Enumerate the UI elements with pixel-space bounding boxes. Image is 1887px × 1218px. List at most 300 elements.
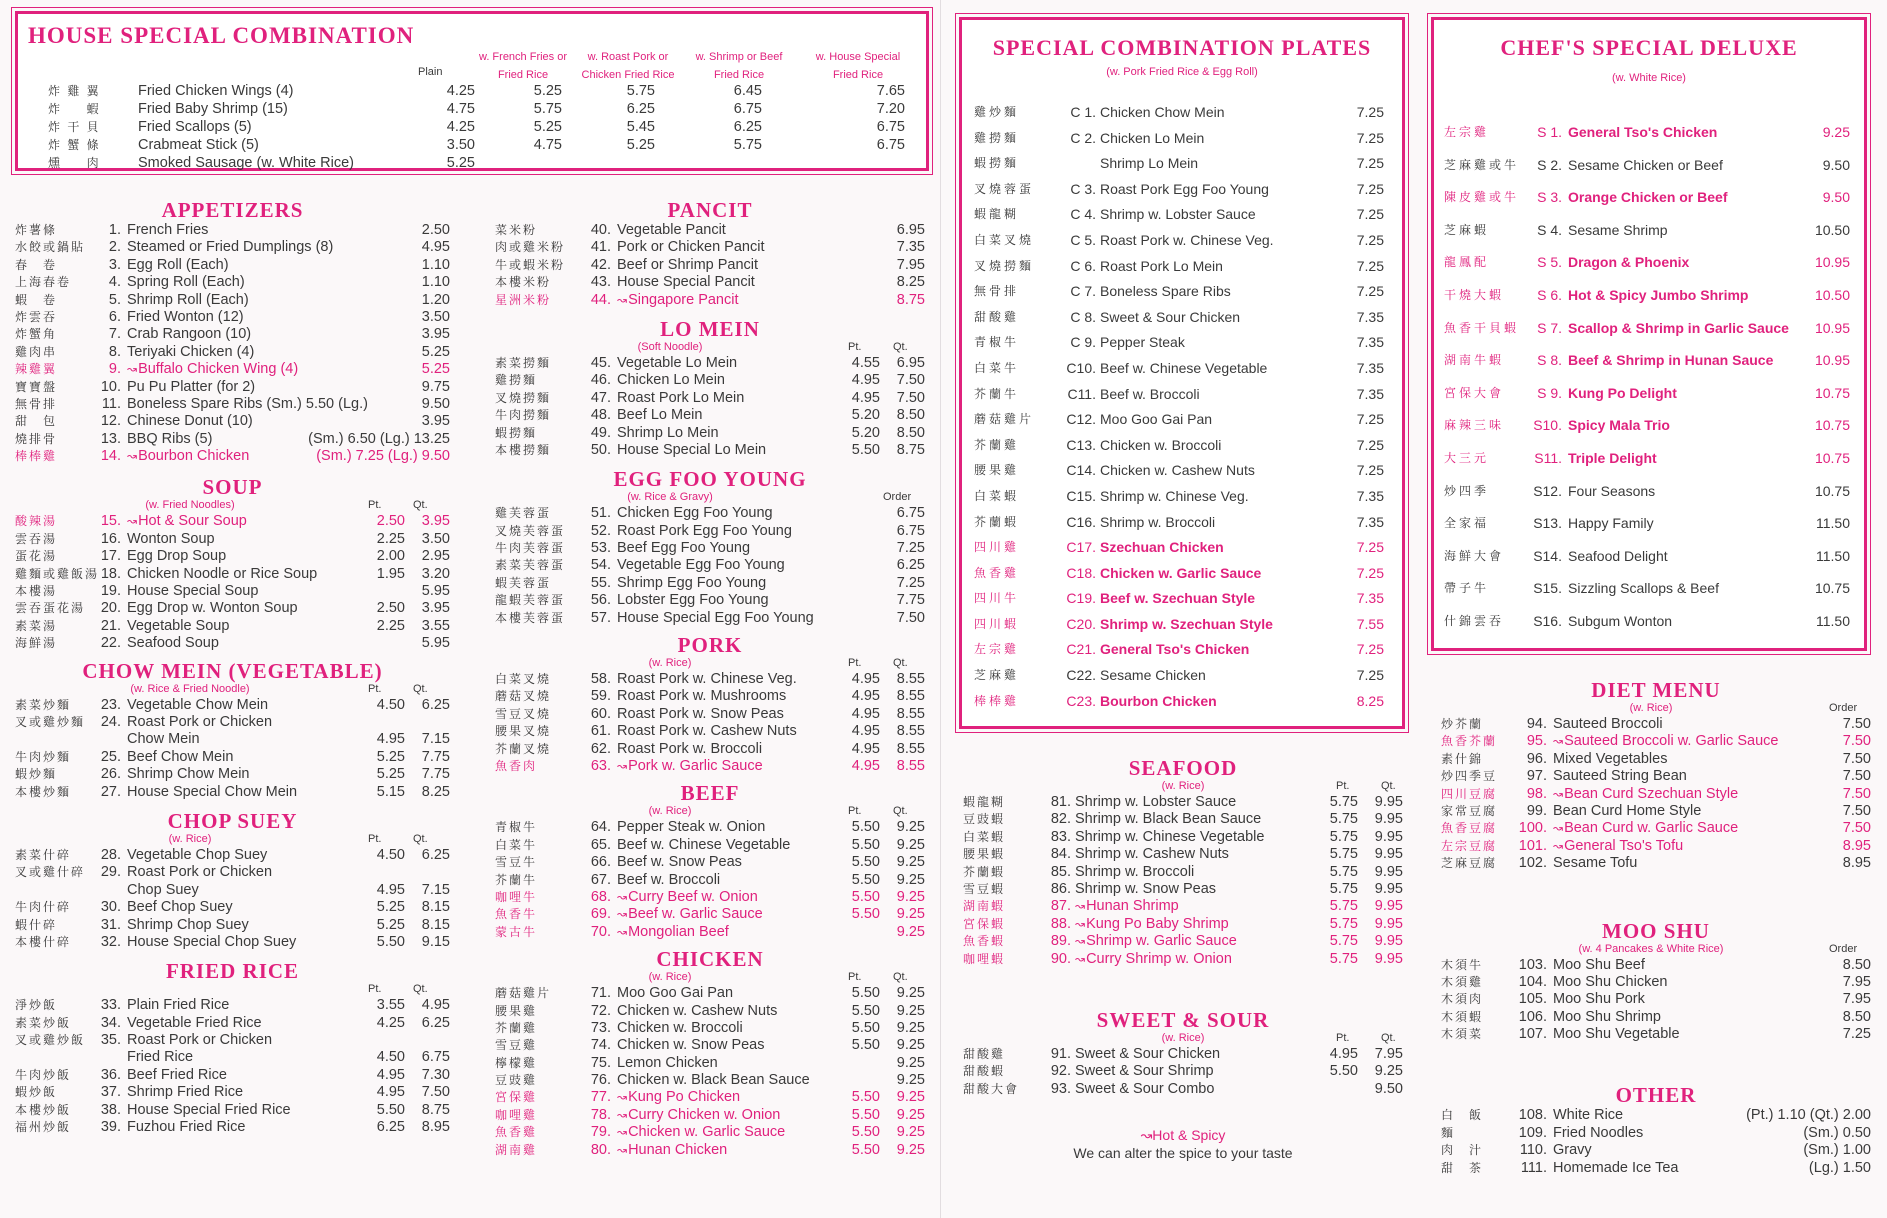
item-desc: ↝ Curry Shrimp w. Onion <box>1075 951 1232 968</box>
item-price-pt: 5.75 <box>1329 828 1358 845</box>
item-chinese: 炸雲吞 <box>15 309 58 324</box>
item-desc: Vegetable Fried Rice <box>127 1014 262 1031</box>
item-price-qt: 5.95 <box>421 583 450 600</box>
item-number: S 6. <box>1537 286 1562 303</box>
item-desc: Chicken w. Black Bean Sauce <box>617 1072 810 1089</box>
item-price-pt: 2.00 <box>376 548 405 565</box>
item-price: 10.75 <box>1814 449 1850 466</box>
item-chinese: 雞炒麵 <box>974 105 1020 119</box>
item-chinese: 叉或雞什碎 <box>15 865 86 880</box>
item-price-qt: 9.95 <box>1374 863 1403 880</box>
item-desc: Pepper Steak <box>1100 334 1185 351</box>
menu-item <box>963 794 1403 811</box>
diet-sub: (w. Rice) <box>1629 702 1673 714</box>
menu-item <box>15 531 450 548</box>
item-number: S 5. <box>1537 254 1562 271</box>
item-chinese: 素菜撈麵 <box>495 355 552 370</box>
diet-h2: Order <box>1829 702 1858 714</box>
item-desc: ↝ Sauteed Broccoli w. Garlic Sauce <box>1553 733 1778 750</box>
item-desc: ↝ Bean Curd Szechuan Style <box>1553 786 1738 803</box>
item-chinese: 四川蝦 <box>974 616 1020 631</box>
item-desc: Beef Fried Rice <box>127 1066 227 1083</box>
menu-item <box>15 1015 450 1032</box>
plate-item <box>974 330 1392 356</box>
item-desc: Fried Baby Shrimp (15) <box>138 101 288 117</box>
item-chinese: 辣雞翼 <box>15 362 58 377</box>
item-chinese: 無骨排 <box>15 396 58 411</box>
friedrice-header <box>15 983 450 997</box>
item-price: 4.95 <box>421 239 450 256</box>
item-price-qt: 9.95 <box>1374 915 1403 932</box>
item-desc: Triple Delight <box>1568 449 1657 466</box>
item-price: 1.20 <box>421 291 450 308</box>
item-chinese: 素菜湯 <box>15 618 58 633</box>
menu-item <box>495 523 925 540</box>
item-number: C 6. <box>1070 257 1096 274</box>
item-price-qt: 8.75 <box>421 1101 450 1118</box>
item-price-pt: 4.50 <box>376 846 405 863</box>
item-chinese: 宮保大會 <box>1444 385 1505 400</box>
item-price-pt: 4.95 <box>851 723 880 740</box>
menu-item <box>495 1055 925 1072</box>
item-chinese: 左宗雞 <box>1444 125 1490 139</box>
item-desc: Szechuan Chicken <box>1100 539 1224 556</box>
menu-item <box>1441 733 1871 750</box>
item-desc: Moo Goo Gai Pan <box>617 985 734 1002</box>
item-desc: ↝ Hunan Shrimp <box>1075 898 1179 915</box>
item-desc: Lobster Egg Foo Young <box>617 592 769 609</box>
friedrice-h1: Pt. <box>368 983 382 996</box>
item-desc: Chop Suey <box>127 881 199 898</box>
item-price-qt: 4.95 <box>421 997 450 1014</box>
item-price: 7.25 <box>1356 231 1384 248</box>
item-desc: Beef Egg Foo Young <box>617 540 751 557</box>
lomein-header <box>495 341 925 355</box>
item-number: 33. <box>100 997 121 1014</box>
item-price: 6.95 <box>896 222 925 238</box>
menu-item <box>15 513 450 530</box>
item-desc: Beef or Shrimp Pancit <box>617 256 759 273</box>
item-desc: Gravy <box>1553 1142 1592 1159</box>
item-desc: Shrimp Egg Foo Young <box>617 574 767 591</box>
other-section <box>1441 1083 1871 1177</box>
item-price-qt: 6.75 <box>421 1049 450 1066</box>
diet-section <box>1441 678 1871 873</box>
item-number: S 4. <box>1537 221 1562 238</box>
item-price-pt: 5.50 <box>851 1089 880 1106</box>
item-desc: Chicken Lo Mein <box>1100 129 1205 146</box>
plate-item <box>974 228 1392 254</box>
item-desc: Chicken Lo Mein <box>617 372 725 389</box>
item-desc: House Special Chow Mein <box>127 783 298 800</box>
house-special-title: HOUSE SPECIAL COMBINATION <box>28 23 415 48</box>
item-chinese: 魚香芥蘭 <box>1441 734 1498 749</box>
item-price: 8.25 <box>896 274 925 291</box>
item-desc: Fried Noodles <box>1553 1124 1644 1141</box>
menu-item <box>15 1119 450 1136</box>
item-price-pt: 5.50 <box>851 906 880 923</box>
sweetsour-title: SWEET & SOUR <box>1096 1007 1270 1032</box>
plate-item <box>974 356 1392 382</box>
item-desc: Egg Drop w. Wonton Soup <box>127 600 298 617</box>
item-price: 11.50 <box>1816 612 1850 629</box>
combination-plates-box <box>959 17 1405 729</box>
chopsuey-h2: Qt. <box>413 832 428 845</box>
item-desc: Beef w. Chinese Vegetable <box>1100 359 1268 376</box>
item-price-qt: 9.25 <box>896 1141 925 1158</box>
menu-item <box>15 222 450 239</box>
item-price-pt: 5.75 <box>1329 898 1358 915</box>
menu-item <box>1441 1142 1871 1159</box>
item-price: 10.75 <box>1814 384 1850 401</box>
menu-item <box>15 344 450 361</box>
item-chinese: 牛肉撈麵 <box>495 408 552 423</box>
item-desc: Moo Shu Beef <box>1553 956 1645 973</box>
item-desc: Shrimp Lo Mein <box>617 424 719 441</box>
item-chinese: 牛肉炒飯 <box>15 1067 72 1082</box>
item-desc: Moo Shu Chicken <box>1553 973 1668 990</box>
item-desc: House Special Chop Suey <box>127 933 297 950</box>
item-number: 48. <box>590 407 611 424</box>
item-number: 74. <box>590 1037 611 1054</box>
item-desc: ↝ Bean Curd w. Garlic Sauce <box>1553 820 1738 837</box>
item-number: 39. <box>100 1119 121 1136</box>
item-price: 9.75 <box>421 378 450 395</box>
item-desc: Orange Chicken or Beef <box>1568 189 1728 206</box>
item-number: S15. <box>1533 580 1562 597</box>
item-price-pt: 5.75 <box>1329 880 1358 897</box>
item-desc: Shrimp w. Snow Peas <box>1075 880 1217 897</box>
item-desc: Beef Chow Mein <box>127 748 234 765</box>
chef-item <box>1444 507 1854 540</box>
item-chinese: 芝麻豆腐 <box>1441 856 1498 871</box>
menu-item <box>495 924 925 941</box>
soup-h2: Qt. <box>413 499 428 512</box>
item-desc: Sesame Chicken <box>1100 667 1206 684</box>
item-number: 100. <box>1518 820 1547 837</box>
item-price: 10.95 <box>1814 319 1850 336</box>
item-price: 4.25 <box>446 83 475 99</box>
plate-item <box>974 458 1392 484</box>
chef-item <box>1444 344 1854 377</box>
item-desc: Sauteed String Bean <box>1553 768 1687 785</box>
item-price-qt: 7.95 <box>1374 1045 1403 1062</box>
item-desc: ↝ Buffalo Chicken Wing (4) <box>127 361 298 378</box>
plate-item <box>974 305 1392 331</box>
item-desc: Bourbon Chicken <box>1100 692 1217 709</box>
menu-item <box>1441 1107 1871 1124</box>
item-number: 44. <box>590 291 611 308</box>
soup-header <box>15 499 450 513</box>
item-price: 7.65 <box>876 83 905 99</box>
item-chinese: 蝦撈麵 <box>495 425 538 440</box>
sweetsour-section <box>963 1008 1403 1098</box>
pork-section <box>495 633 925 775</box>
col-house: w. House Special Fried Rice <box>815 51 901 81</box>
item-desc: ↝ Beef w. Garlic Sauce <box>617 906 763 923</box>
item-number: C18. <box>1066 564 1096 581</box>
item-number: 38. <box>100 1101 121 1118</box>
item-price: 5.25 <box>421 343 450 360</box>
item-price-pt: 5.75 <box>1329 933 1358 950</box>
chef-item <box>1444 181 1854 214</box>
item-price: 6.25 <box>733 119 762 135</box>
chicken-sub: (w. Rice) <box>648 971 692 984</box>
item-desc: ↝ Curry Beef w. Onion <box>617 889 758 906</box>
item-chinese: 大三元 <box>1444 450 1490 465</box>
item-price-qt: 9.50 <box>1374 1080 1403 1097</box>
item-chinese: 蛋花湯 <box>15 549 58 564</box>
item-desc: Plain Fried Rice <box>127 997 230 1014</box>
chowmein-header <box>15 683 450 697</box>
item-price: 3.95 <box>421 326 450 343</box>
item-price: 3.95 <box>421 413 450 430</box>
item-chinese: 叉或雞炒飯 <box>15 1033 86 1048</box>
item-chinese: 咖哩雞 <box>495 1107 538 1122</box>
item-number: 60. <box>590 705 611 722</box>
item-number: 19. <box>100 583 121 600</box>
item-price-pt: 4.50 <box>376 1049 405 1066</box>
lomein-h1: Pt. <box>848 340 862 353</box>
menu-item <box>495 610 925 627</box>
menu-item <box>495 390 925 407</box>
seafood-section <box>963 756 1403 968</box>
menu-item <box>1441 716 1871 733</box>
item-price-qt: 9.25 <box>896 1037 925 1054</box>
seafood-title: SEAFOOD <box>1128 756 1238 780</box>
item-price-qt: 9.25 <box>896 836 925 853</box>
item-chinese: 左宗雞 <box>974 642 1020 657</box>
mooshu-section <box>1441 919 1871 1044</box>
menu-item <box>1441 1125 1871 1142</box>
item-chinese: 雞麵或雞飯湯 <box>15 566 100 581</box>
item-number: 43. <box>590 274 611 291</box>
item-price: 4.75 <box>533 137 562 153</box>
house-special-items <box>33 82 913 172</box>
item-price-qt: 7.30 <box>421 1066 450 1083</box>
item-chinese: 左宗豆腐 <box>1441 838 1498 853</box>
menu-item <box>495 1089 925 1106</box>
item-chinese: 雪豆蝦 <box>963 881 1006 896</box>
menu-item <box>15 566 450 583</box>
item-price-qt: 8.75 <box>896 441 925 458</box>
item-number: 66. <box>590 854 611 871</box>
item-chinese: 星洲米粉 <box>495 292 552 307</box>
item-price: 7.35 <box>1356 487 1384 504</box>
item-number: 83. <box>1050 828 1071 845</box>
item-chinese: 咖哩牛 <box>495 889 538 904</box>
diet-title: DIET MENU <box>1591 678 1721 702</box>
item-chinese: 腰果雞 <box>495 1003 538 1018</box>
item-price-qt: 7.25 <box>896 540 925 557</box>
item-number: 75. <box>590 1054 611 1071</box>
legend-label: Hot & Spicy <box>1152 1127 1226 1144</box>
item-chinese: 蝦什碎 <box>15 917 58 932</box>
item-price-qt: 8.15 <box>421 899 450 916</box>
item-price-qt: 9.95 <box>1374 898 1403 915</box>
item-chinese: 白菜叉燒 <box>495 672 552 687</box>
menu-item <box>15 413 450 430</box>
chowmein-sub: (w. Rice & Fried Noodle) <box>130 682 250 695</box>
menu-item <box>15 697 450 714</box>
chopsuey-sub: (w. Rice) <box>168 832 212 845</box>
menu-item <box>1441 1160 1871 1177</box>
item-chinese: 龍鳳配 <box>1444 255 1490 270</box>
plate-item <box>974 126 1392 152</box>
item-number: C 7. <box>1070 283 1096 300</box>
item-price-qt: 7.75 <box>421 748 450 765</box>
item-price-qt: 8.55 <box>896 688 925 705</box>
lomein-h2: Qt. <box>893 340 908 353</box>
item-number: 96. <box>1526 750 1547 767</box>
menu-item <box>495 906 925 923</box>
menu-item <box>15 548 450 565</box>
item-number: S16. <box>1533 612 1562 629</box>
lomein-title: LO MEIN <box>660 316 760 341</box>
plate-item <box>974 254 1392 280</box>
menu-item <box>15 583 450 600</box>
item-number: 54. <box>590 557 611 574</box>
right-column-2 <box>1441 678 1871 1191</box>
item-price-qt: 7.50 <box>1842 785 1871 802</box>
item-price: 1.10 <box>421 256 450 273</box>
item-desc: Spring Roll (Each) <box>127 274 245 291</box>
item-price: 7.35 <box>1356 513 1384 530</box>
menu-item <box>15 934 450 951</box>
item-number: 97. <box>1526 768 1547 785</box>
seafood-sub: (w. Rice) <box>1161 780 1205 792</box>
item-price: 10.95 <box>1814 352 1850 369</box>
menu-item <box>963 916 1403 933</box>
item-number: 69. <box>590 906 611 923</box>
item-number: C21. <box>1066 641 1096 658</box>
beef-header <box>495 805 925 819</box>
item-price-qt: 7.50 <box>1842 750 1871 767</box>
plate-item <box>974 382 1392 408</box>
menu-item <box>1441 751 1871 768</box>
menu-item <box>963 898 1403 915</box>
item-price: 5.25 <box>533 83 562 99</box>
chef-item <box>1444 409 1854 442</box>
menu-item <box>1441 786 1871 803</box>
item-number: 24. <box>100 713 121 730</box>
item-price-pt: 4.95 <box>851 688 880 705</box>
item-number: 57. <box>590 609 611 626</box>
soup-title: SOUP <box>202 475 263 500</box>
item-price-pt: 5.50 <box>851 888 880 905</box>
menu-item <box>495 723 925 740</box>
item-desc: Steamed or Fried Dumplings (8) <box>127 239 334 256</box>
item-number: 51. <box>590 505 611 522</box>
menu-item <box>495 1107 925 1124</box>
item-chinese: 叉或雞炒麵 <box>15 714 86 729</box>
menu-item <box>495 292 925 309</box>
item-number: 12. <box>100 413 121 430</box>
item-number: 92. <box>1050 1063 1071 1080</box>
eggfoo-title: EGG FOO YOUNG <box>613 467 807 492</box>
item-desc: Shrimp w. Lobster Sauce <box>1075 794 1237 810</box>
item-number: C10. <box>1066 359 1096 376</box>
item-chinese: 宮保蝦 <box>963 916 1006 931</box>
item-price-pt: 5.25 <box>376 899 405 916</box>
item-price-pt: 6.25 <box>376 1119 405 1136</box>
item-number: 37. <box>100 1084 121 1101</box>
chowmein-title: CHOW MEIN (VEGETABLE) <box>82 658 383 683</box>
item-chinese: 蘑菇雞片 <box>974 412 1035 427</box>
item-chinese: 牛肉芙蓉蛋 <box>495 541 566 556</box>
item-desc: ↝ Shrimp w. Garlic Sauce <box>1075 933 1237 950</box>
item-desc: Pepper Steak w. Onion <box>617 819 766 836</box>
item-number: 65. <box>590 836 611 853</box>
menu-item <box>15 618 450 635</box>
menu-item <box>495 592 925 609</box>
chef-item <box>1444 540 1854 573</box>
item-chinese: 湖南雞 <box>495 1142 538 1157</box>
seafood-header <box>963 780 1403 794</box>
item-price: 5.25 <box>533 119 562 135</box>
item-desc: Roast Pork or Chicken <box>127 713 273 730</box>
item-number: 2. <box>108 239 121 256</box>
item-desc: Moo Shu Shrimp <box>1553 1008 1661 1025</box>
item-chinese: 白菜叉燒 <box>974 232 1035 247</box>
item-desc: Vegetable Chow Mein <box>127 696 269 713</box>
item-chinese: 炸 干 貝 <box>48 120 101 134</box>
item-desc: Egg Roll (Each) <box>127 256 229 273</box>
item-price-pt: 5.75 <box>1329 863 1358 880</box>
item-price-qt: 5.95 <box>421 635 450 652</box>
item-desc: ↝ Kung Po Chicken <box>617 1089 740 1106</box>
item-number: C11. <box>1067 385 1096 402</box>
item-desc: Sesame Tofu <box>1553 855 1638 872</box>
item-price: 7.20 <box>876 101 905 117</box>
item-price: 7.35 <box>1356 359 1384 376</box>
menu-item <box>15 1032 450 1049</box>
item-number: C17. <box>1066 539 1096 556</box>
menu-item <box>15 731 450 748</box>
item-chinese: 上海春卷 <box>15 275 72 290</box>
menu-item <box>963 1046 1403 1063</box>
item-number: 49. <box>590 424 611 441</box>
item-desc: Four Seasons <box>1568 482 1656 499</box>
pork-title: PORK <box>677 633 743 658</box>
menu-item <box>15 635 450 652</box>
plate-item <box>974 407 1392 433</box>
item-chinese: 檸檬雞 <box>495 1055 538 1070</box>
item-chinese: 本樓芙蓉蛋 <box>495 610 566 625</box>
item-chinese: 本樓米粉 <box>495 275 552 290</box>
item-price-qt: 7.15 <box>421 881 450 898</box>
item-number: 67. <box>590 871 611 888</box>
item-chinese: 魚香干貝蝦 <box>1444 320 1520 335</box>
menu-item <box>15 1102 450 1119</box>
soup-sub: (w. Fried Noodles) <box>145 499 235 512</box>
menu-item <box>495 688 925 705</box>
chef-item <box>1444 246 1854 279</box>
chef-sub: (w. White Rice) <box>1612 72 1686 84</box>
item-desc: Moo Shu Pork <box>1553 991 1645 1008</box>
item-desc: Dragon & Phoenix <box>1568 254 1690 271</box>
item-price: 7.25 <box>1356 104 1384 120</box>
item-price-qt: 9.25 <box>896 1106 925 1123</box>
item-number: 80. <box>590 1141 611 1158</box>
item-number: 63. <box>590 757 611 774</box>
item-price: 7.95 <box>896 256 925 273</box>
item-number: 72. <box>590 1002 611 1019</box>
item-desc: Vegetable Pancit <box>617 222 726 238</box>
item-number: S10. <box>1533 417 1562 434</box>
chef-item <box>1444 312 1854 345</box>
item-price-qt: 8.50 <box>896 424 925 441</box>
